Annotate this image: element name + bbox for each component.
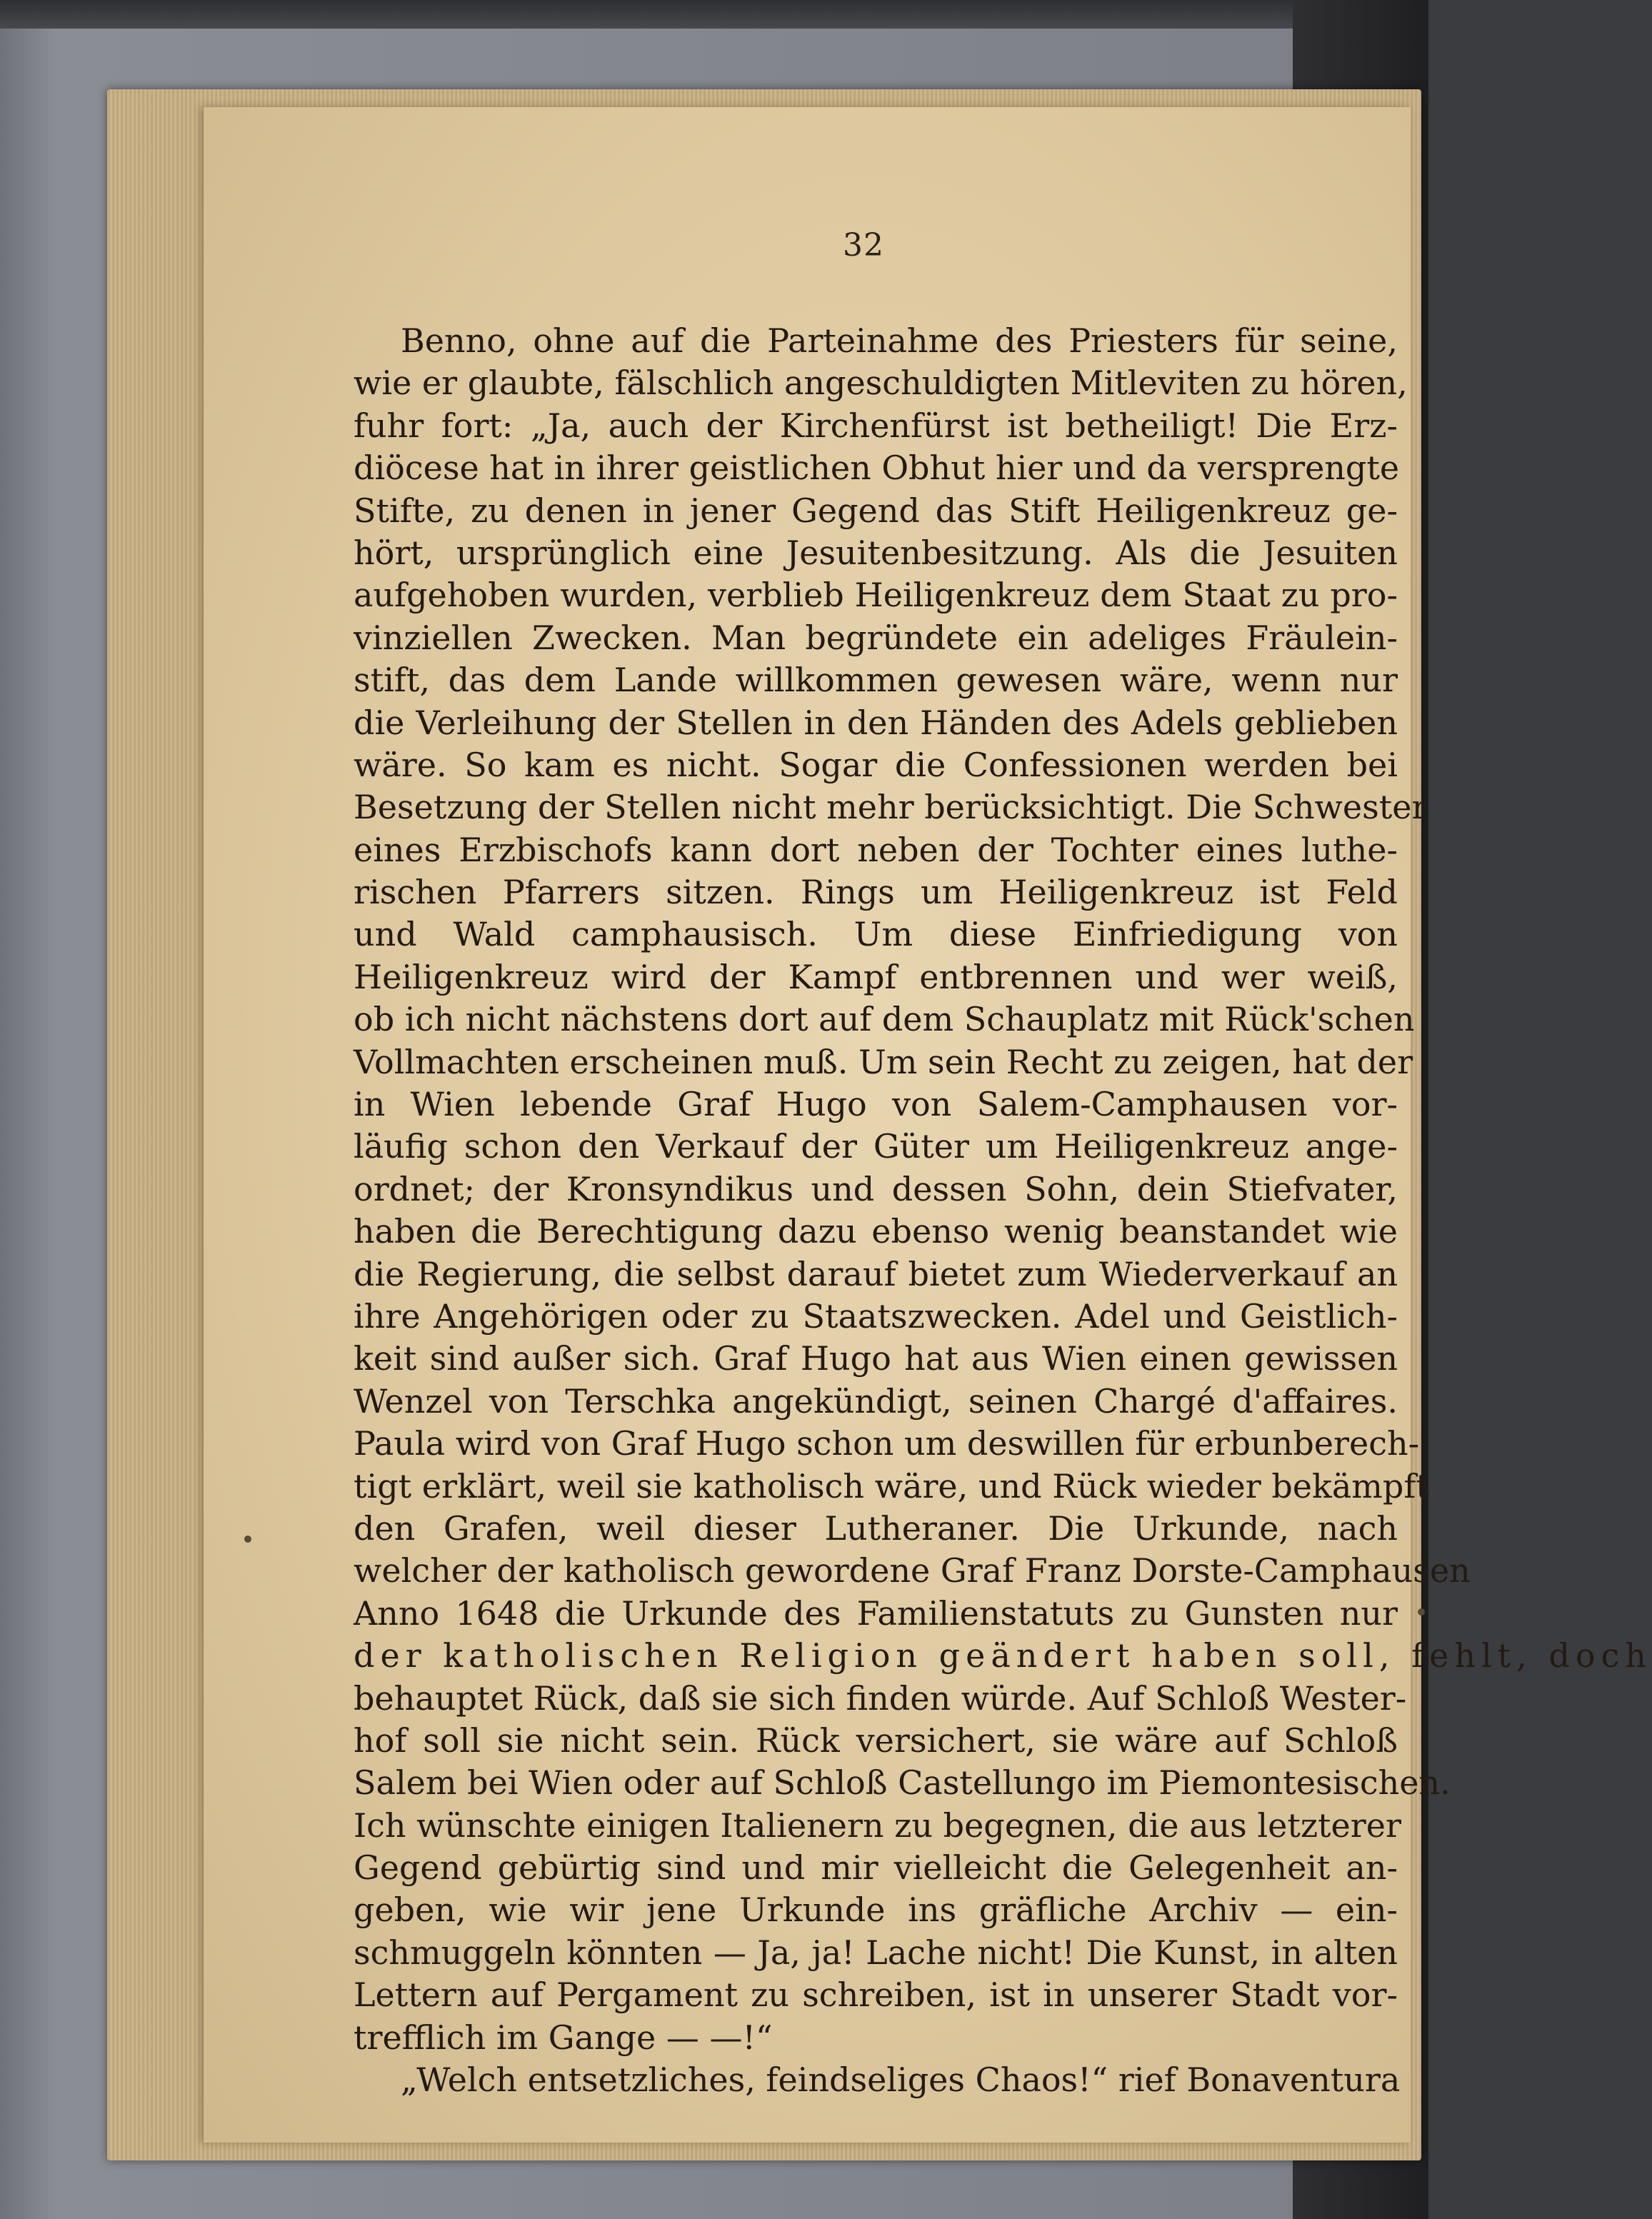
margin-mark (244, 1536, 251, 1543)
text-line: Wenzel von Terschka angekündigt, seinen Chargé d'affaires. (354, 1381, 1398, 1421)
text-line: fuhr fort: „Ja, auch der Kirchenfürst ist betheiligt! Die Erz- (354, 406, 1398, 445)
text-line: Gegend gebürtig sind und mir vielleicht die Gelegenheit an- (354, 1848, 1398, 1888)
text-line: Paula wird von Graf Hugo schon um deswillen für erbunberech- (354, 1424, 1420, 1463)
text-line: Besetzung der Stellen nicht mehr berücksichtigt. Die Schwester (354, 788, 1428, 827)
text-line: hört, ursprünglich eine Jesuitenbesitzung. Als die Jesuiten (354, 533, 1398, 572)
text-line: Anno 1648 die Urkunde des Familienstatuts zu Gunsten nur (354, 1593, 1398, 1633)
text-line: hof soll sie nicht sein. Rück versichert, sie wäre auf Schloß (354, 1720, 1398, 1760)
text-line: „Welch entsetzliches, feindseliges Chaos!“ rief Bonaventura (401, 2060, 1401, 2100)
text-line: läufig schon den Verkauf der Güter um Heiligenkreuz ange- (354, 1127, 1398, 1166)
text-line: tigt erklärt, weil sie katholisch wäre, und Rück wieder bekämpft (354, 1466, 1429, 1506)
page-number: 32 (843, 227, 884, 264)
text-line: geben, wie wir jene Urkunde ins gräfliche Archiv — ein- (354, 1890, 1398, 1930)
text-line: ob ich nicht nächstens dort auf dem Schauplatz mit Rück'schen (354, 1000, 1415, 1039)
text-line: rischen Pfarrers sitzen. Rings um Heiligenkreuz ist Feld (354, 873, 1398, 912)
text-line: der katholischen Religion geändert haben soll, fehlt, doch (354, 1636, 1652, 1675)
body-text (354, 320, 1652, 2101)
text-line: diöcese hat in ihrer geistlichen Obhut hier und da versprengte (354, 449, 1400, 488)
text-line: in Wien lebende Graf Hugo von Salem-Camphausen vor- (354, 1085, 1398, 1124)
text-line: haben die Berechtigung dazu ebenso wenig beanstandet wie (354, 1212, 1398, 1251)
text-line: vinziellen Zwecken. Man begründete ein adeliges Fräulein- (354, 618, 1398, 657)
text-line: aufgehoben wurden, verblieb Heiligenkreuz dem Staat zu pro- (354, 576, 1398, 615)
text-line: Lettern auf Pergament zu schreiben, ist in unserer Stadt vor- (354, 1975, 1398, 2015)
text-line: die Regierung, die selbst darauf bietet zum Wiederverkauf an (354, 1254, 1398, 1293)
margin-mark (1418, 1608, 1425, 1616)
text-line: Vollmachten erscheinen muß. Um sein Recht zu zeigen, hat der (354, 1042, 1413, 1081)
text-line: welcher der katholisch gewordene Graf Franz Dorste-Camphausen (354, 1551, 1471, 1591)
text-line: Stifte, zu denen in jener Gegend das Stift Heiligenkreuz ge- (354, 491, 1398, 530)
text-line: die Verleihung der Stellen in den Händen des Adels geblieben (354, 703, 1398, 742)
text-line: Salem bei Wien oder auf Schloß Castellungo im Piemontesischen. (354, 1763, 1451, 1803)
text-line: und Wald camphausisch. Um diese Einfriedigung von (354, 915, 1398, 954)
text-line: behauptet Rück, daß sie sich finden würde. Auf Schloß Wester- (354, 1678, 1407, 1718)
text-line: ordnet; der Kronsyndikus und dessen Sohn, dein Stiefvater, (354, 1169, 1398, 1208)
text-line: Heiligenkreuz wird der Kampf entbrennen und wer weiß, (354, 957, 1398, 996)
text-line: stift, das dem Lande willkommen gewesen wäre, wenn nur (354, 661, 1398, 700)
text-line: Ich wünschte einigen Italienern zu begegnen, die aus letzterer (354, 1805, 1401, 1845)
text-line: keit sind außer sich. Graf Hugo hat aus Wien einen gewissen (354, 1339, 1398, 1378)
text-line: wäre. So kam es nicht. Sogar die Confessionen werden bei (354, 745, 1398, 784)
text-line: den Grafen, weil dieser Lutheraner. Die Urkunde, nach (354, 1508, 1398, 1548)
text-line: schmuggeln könnten — Ja, ja! Lache nicht! Die Kunst, in alten (354, 1933, 1398, 1972)
text-line: wie er glaubte, fälschlich angeschuldigten Mitleviten zu hören, (354, 364, 1408, 403)
text-line: ihre Angehörigen oder zu Staatszwecken. Adel und Geistlich- (354, 1296, 1398, 1336)
text-line: Benno, ohne auf die Parteinahme des Priesters für seine, (401, 321, 1398, 360)
text-line: trefflich im Gange — —!“ (354, 2018, 773, 2057)
text-line: eines Erzbischofs kann dort neben der Tochter eines luthe- (354, 830, 1398, 869)
